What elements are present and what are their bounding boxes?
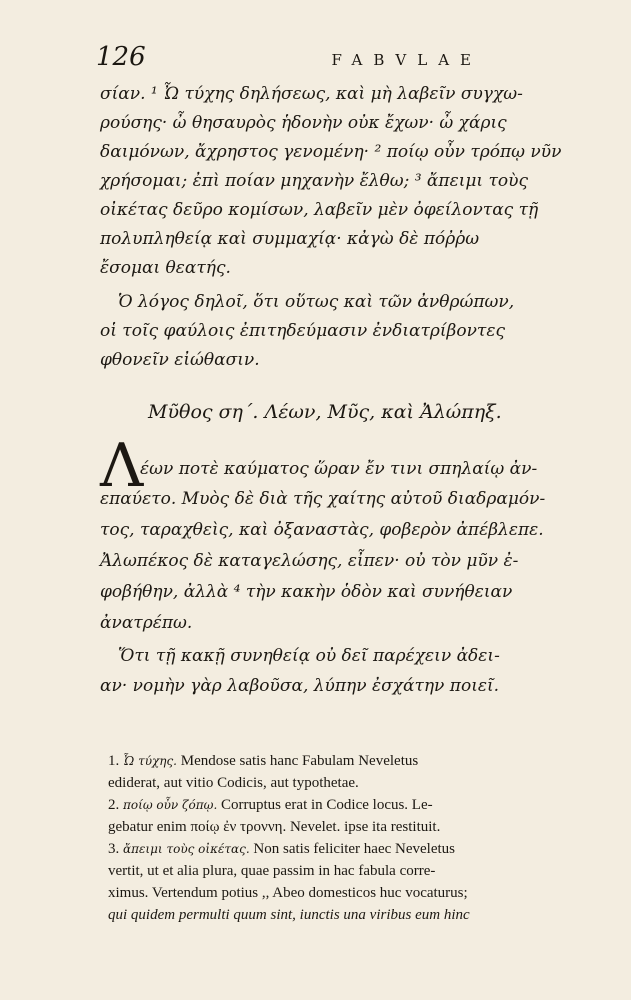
text-line: επαύετο. Μυὸς δὲ διὰ τῆς χαίτης αὐτοῦ διαδραμόν- bbox=[100, 489, 546, 509]
footnote-line bbox=[108, 816, 603, 838]
running-title: FABVLAE bbox=[331, 51, 482, 69]
footnote-text: ximus. Vertendum potius ,, Abeo domesticos huc vocaturus; bbox=[108, 885, 468, 901]
footnote-text: Mendose satis hanc Fabulam Neveletus bbox=[177, 753, 419, 769]
footnote-number: 3. bbox=[108, 841, 120, 857]
page-number: 126 bbox=[96, 42, 146, 72]
page-header bbox=[96, 42, 566, 72]
footnote-text: qui quidem permulti quum sint, iunctis una viribus eum hinc bbox=[108, 907, 470, 923]
footnote-number: 2. bbox=[108, 797, 120, 813]
moral-line: οἱ τοῖς φαύλοις ἐπιτηδεύμασιν ἐνδιατρίβοντες bbox=[100, 321, 505, 341]
footnote-lemma: ποίῳ οὖν ζόπῳ. bbox=[123, 798, 218, 812]
text-line: ἔσομαι θεατής. bbox=[100, 258, 231, 278]
footnote-line bbox=[108, 750, 603, 772]
text-line: τος, ταραχθεὶς, καὶ ὀξαναστὰς, φοβερὸν ἀπέβλεπε. bbox=[100, 520, 544, 540]
footnote-lemma: ἄπειμι τοὺς οἰκέτας. bbox=[123, 842, 250, 856]
footnote-line bbox=[108, 882, 603, 904]
footnote-text: gebatur enim ποίῳ ἐν τροννη. Nevelet. ipse ita restituit. bbox=[108, 819, 441, 835]
text-line: χρήσομαι; ἐπὶ ποίαν μηχανὴν ἔλθω; ³ ἄπειμι τοὺς bbox=[100, 171, 528, 191]
footnote-line bbox=[108, 904, 603, 926]
text-line: ρούσης· ὦ θησαυρὸς ἡδονὴν οὐκ ἔχων· ὦ χάρις bbox=[100, 113, 507, 133]
moral-line: αν· νομὴν γὰρ λαβοῦσα, λύπην ἐσχάτην ποιεῖ. bbox=[100, 676, 500, 696]
footnote-number: 1. bbox=[108, 753, 120, 769]
drop-cap: Λ bbox=[100, 431, 144, 501]
footnote-line bbox=[108, 838, 603, 860]
footnote-text: vertit, ut et alia plura, quae passim in hac fabula corre- bbox=[108, 863, 436, 879]
text-line: ἀνατρέπω. bbox=[100, 613, 193, 633]
footnote-line bbox=[108, 860, 603, 882]
footnotes bbox=[108, 750, 603, 926]
footnote-text: Non satis feliciter haec Neveletus bbox=[249, 841, 456, 857]
text-line: σίαν. ¹ Ὦ τύχης δηλήσεως, καὶ μὴ λαβεῖν συγχω- bbox=[100, 84, 523, 104]
text-line: έων ποτὲ καύματος ὥραν ἔν τινι σπηλαίῳ ἀν- bbox=[140, 459, 538, 479]
footnote-text: ediderat, aut vitio Codicis, aut typothetae. bbox=[108, 775, 359, 791]
footnote-line bbox=[108, 772, 603, 794]
text-line: δαιμόνων, ἄχρηστος γενομένη· ² ποίῳ οὖν τρόπῳ νῦν bbox=[100, 142, 562, 162]
text-line: Ἀλωπέκος δὲ καταγελώσης, εἶπεν· οὐ τὸν μῦν ἐ- bbox=[100, 551, 519, 571]
moral-line: φθονεῖν εἰώθασιν. bbox=[100, 350, 260, 370]
text-line: οἰκέτας δεῦρο κομίσων, λαβεῖν μὲν ὀφείλοντας τῇ bbox=[100, 200, 539, 220]
text-line: πολυπληθείᾳ καὶ συμμαχίᾳ· κἀγὼ δὲ πόῤῥω bbox=[100, 229, 480, 249]
moral-line: Ὅτι τῇ κακῇ συνηθείᾳ οὐ δεῖ παρέχειν ἀδει- bbox=[118, 646, 500, 666]
footnote-line bbox=[108, 794, 603, 816]
fable-title: Μῦθος ση΄. Λέων, Μῦς, καὶ Ἀλώπηξ. bbox=[148, 401, 502, 423]
text-line: φοβήθην, ἀλλὰ ⁴ τὴν κακὴν ὁδὸν καὶ συνήθειαν bbox=[100, 582, 513, 602]
moral-line: Ὁ λόγος δηλοῖ, ὅτι οὕτως καὶ τῶν ἀνθρώπων, bbox=[118, 292, 515, 312]
footnote-lemma: Ὦ τύχης. bbox=[123, 754, 177, 768]
footnote-text: Corruptus erat in Codice locus. Le- bbox=[217, 797, 433, 813]
